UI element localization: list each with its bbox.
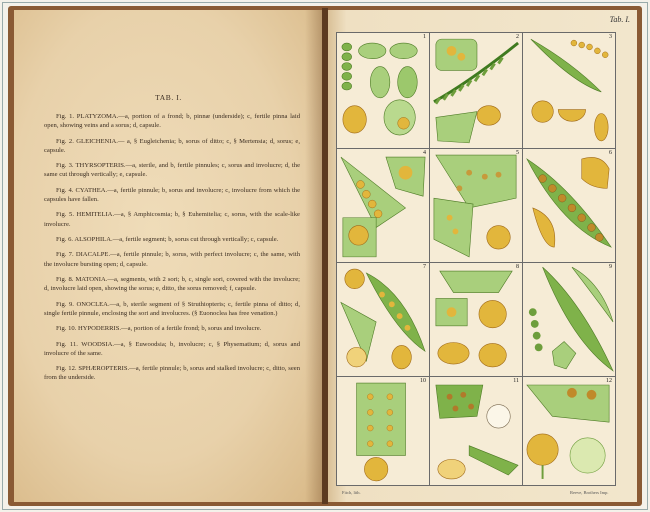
plate-figure-11 (429, 376, 523, 486)
plate-figure-9 (522, 262, 616, 377)
plate-figure-5 (429, 148, 523, 263)
legend-entry: Fig. 10. HYPODERRIS.—a, portion of a fertile frond; b, sorus and involucre. (56, 325, 262, 333)
legend-entry: Fig. 6. ALSOPHILA.—a, fertile segment; b, sorus cut through vertically; c, capsule. (56, 235, 279, 243)
figure-number: 6 (609, 150, 612, 156)
onoclea-illustration (523, 263, 615, 376)
legend-entry: Fig. 3. THYRSOPTERIS.—a, sterile, and b, fertile pinnules; c, sorus and involucre; d, the same cut through vertically; e, capsule. (44, 162, 300, 179)
legend-entry: Fig. 1. PLATYZOMA.—a, portion of a frond; b, pinnæ (underside); c, fertile pinna laid open, showing veins and a sorus; d, capsule. (44, 113, 300, 130)
legend-entry: Fig. 8. MATONIA.—a, segments, with 2 sori; b, c, single sori, covered with the involucre; d, involucre laid open, showing the sorus; e, ditto, the sorus removed; f, capsule. (44, 275, 300, 293)
legend-entry: Fig. 11. WOODSIA.—a, § Euwoodsia; b, involucre; c, § Physematium; d, sorus and involucre of the same. (44, 340, 300, 357)
legend-heading: TAB. I. (155, 93, 182, 102)
legend-entry: Fig. 9. ONOCLEA.—a, b, sterile segment of § Struthiopteris; c, fertile pinna of ditto; d, single fertile pinnule, enclosing the sori and involucres. (§ Euonoclea has free venation.) (44, 300, 300, 317)
plate-label: Tab. I. (609, 15, 630, 24)
figure-number: 11 (513, 378, 519, 384)
plate-figure-12 (522, 376, 616, 486)
plate-figure-10 (336, 376, 430, 486)
hypoderris-illustration (337, 377, 429, 485)
woodsia-illustration (430, 377, 522, 485)
cyathea-illustration (337, 149, 429, 262)
figure-number: 4 (423, 150, 426, 156)
figure-number: 3 (609, 34, 612, 40)
platyzoma-illustration (337, 33, 429, 148)
thyrsopteris-illustration (523, 33, 615, 148)
botanical-plate (336, 32, 616, 486)
figure-number: 8 (516, 264, 519, 270)
plate-figure-7 (336, 262, 430, 377)
plate-figure-3 (522, 32, 616, 149)
legend-entry: Fig. 12. SPHÆROPTERIS.—a, fertile pinnule; b, sorus and stalked involucre; c, ditto, seen from the underside. (44, 365, 300, 382)
sphaeropteris-illustration (523, 377, 615, 485)
matonia-illustration (430, 263, 522, 376)
legend-entry: Fig. 5. HEMITELIA.—a, § Amphicosmia; b, § Euhemitelia; c, sorus, with the scale-like involucre. (44, 211, 300, 228)
printer-credit: Reeve, Brothers Imp. (570, 490, 609, 495)
figure-number: 2 (516, 34, 519, 40)
gleichenia-illustration (430, 33, 522, 148)
plate-figure-2 (429, 32, 523, 149)
figure-number: 12 (606, 378, 612, 384)
plate-figure-1 (336, 32, 430, 149)
hemitelia-illustration (430, 149, 522, 262)
legend-entry: Fig. 7. DIACALPE.—a, fertile pinnule; b, sorus, with perfect involucre; c, the same, with the involucre bursting open; d, capsule. (44, 251, 300, 268)
figure-number: 1 (423, 34, 426, 40)
diacalpe-illustration (337, 263, 429, 376)
legend-entry: Fig. 4. CYATHEA.—a, fertile pinnule; b, sorus and involucre; c, involucre from which the capsules have fallen. (44, 186, 300, 203)
plate-figure-8 (429, 262, 523, 377)
figure-number: 9 (609, 264, 612, 270)
figure-legend (44, 112, 300, 389)
legend-entry: Fig. 2. GLEICHENIA.— a, § Eugleichenia; b, sorus of ditto; c, § Mertensia; d, sorus; e, capsule. (44, 137, 300, 154)
figure-number: 5 (516, 150, 519, 156)
figure-number: 10 (420, 378, 426, 384)
alsophila-illustration (523, 149, 615, 262)
lithographer-credit: Fitch, lith. (342, 490, 361, 495)
plate-figure-4 (336, 148, 430, 263)
plate-figure-6 (522, 148, 616, 263)
figure-number: 7 (423, 264, 426, 270)
